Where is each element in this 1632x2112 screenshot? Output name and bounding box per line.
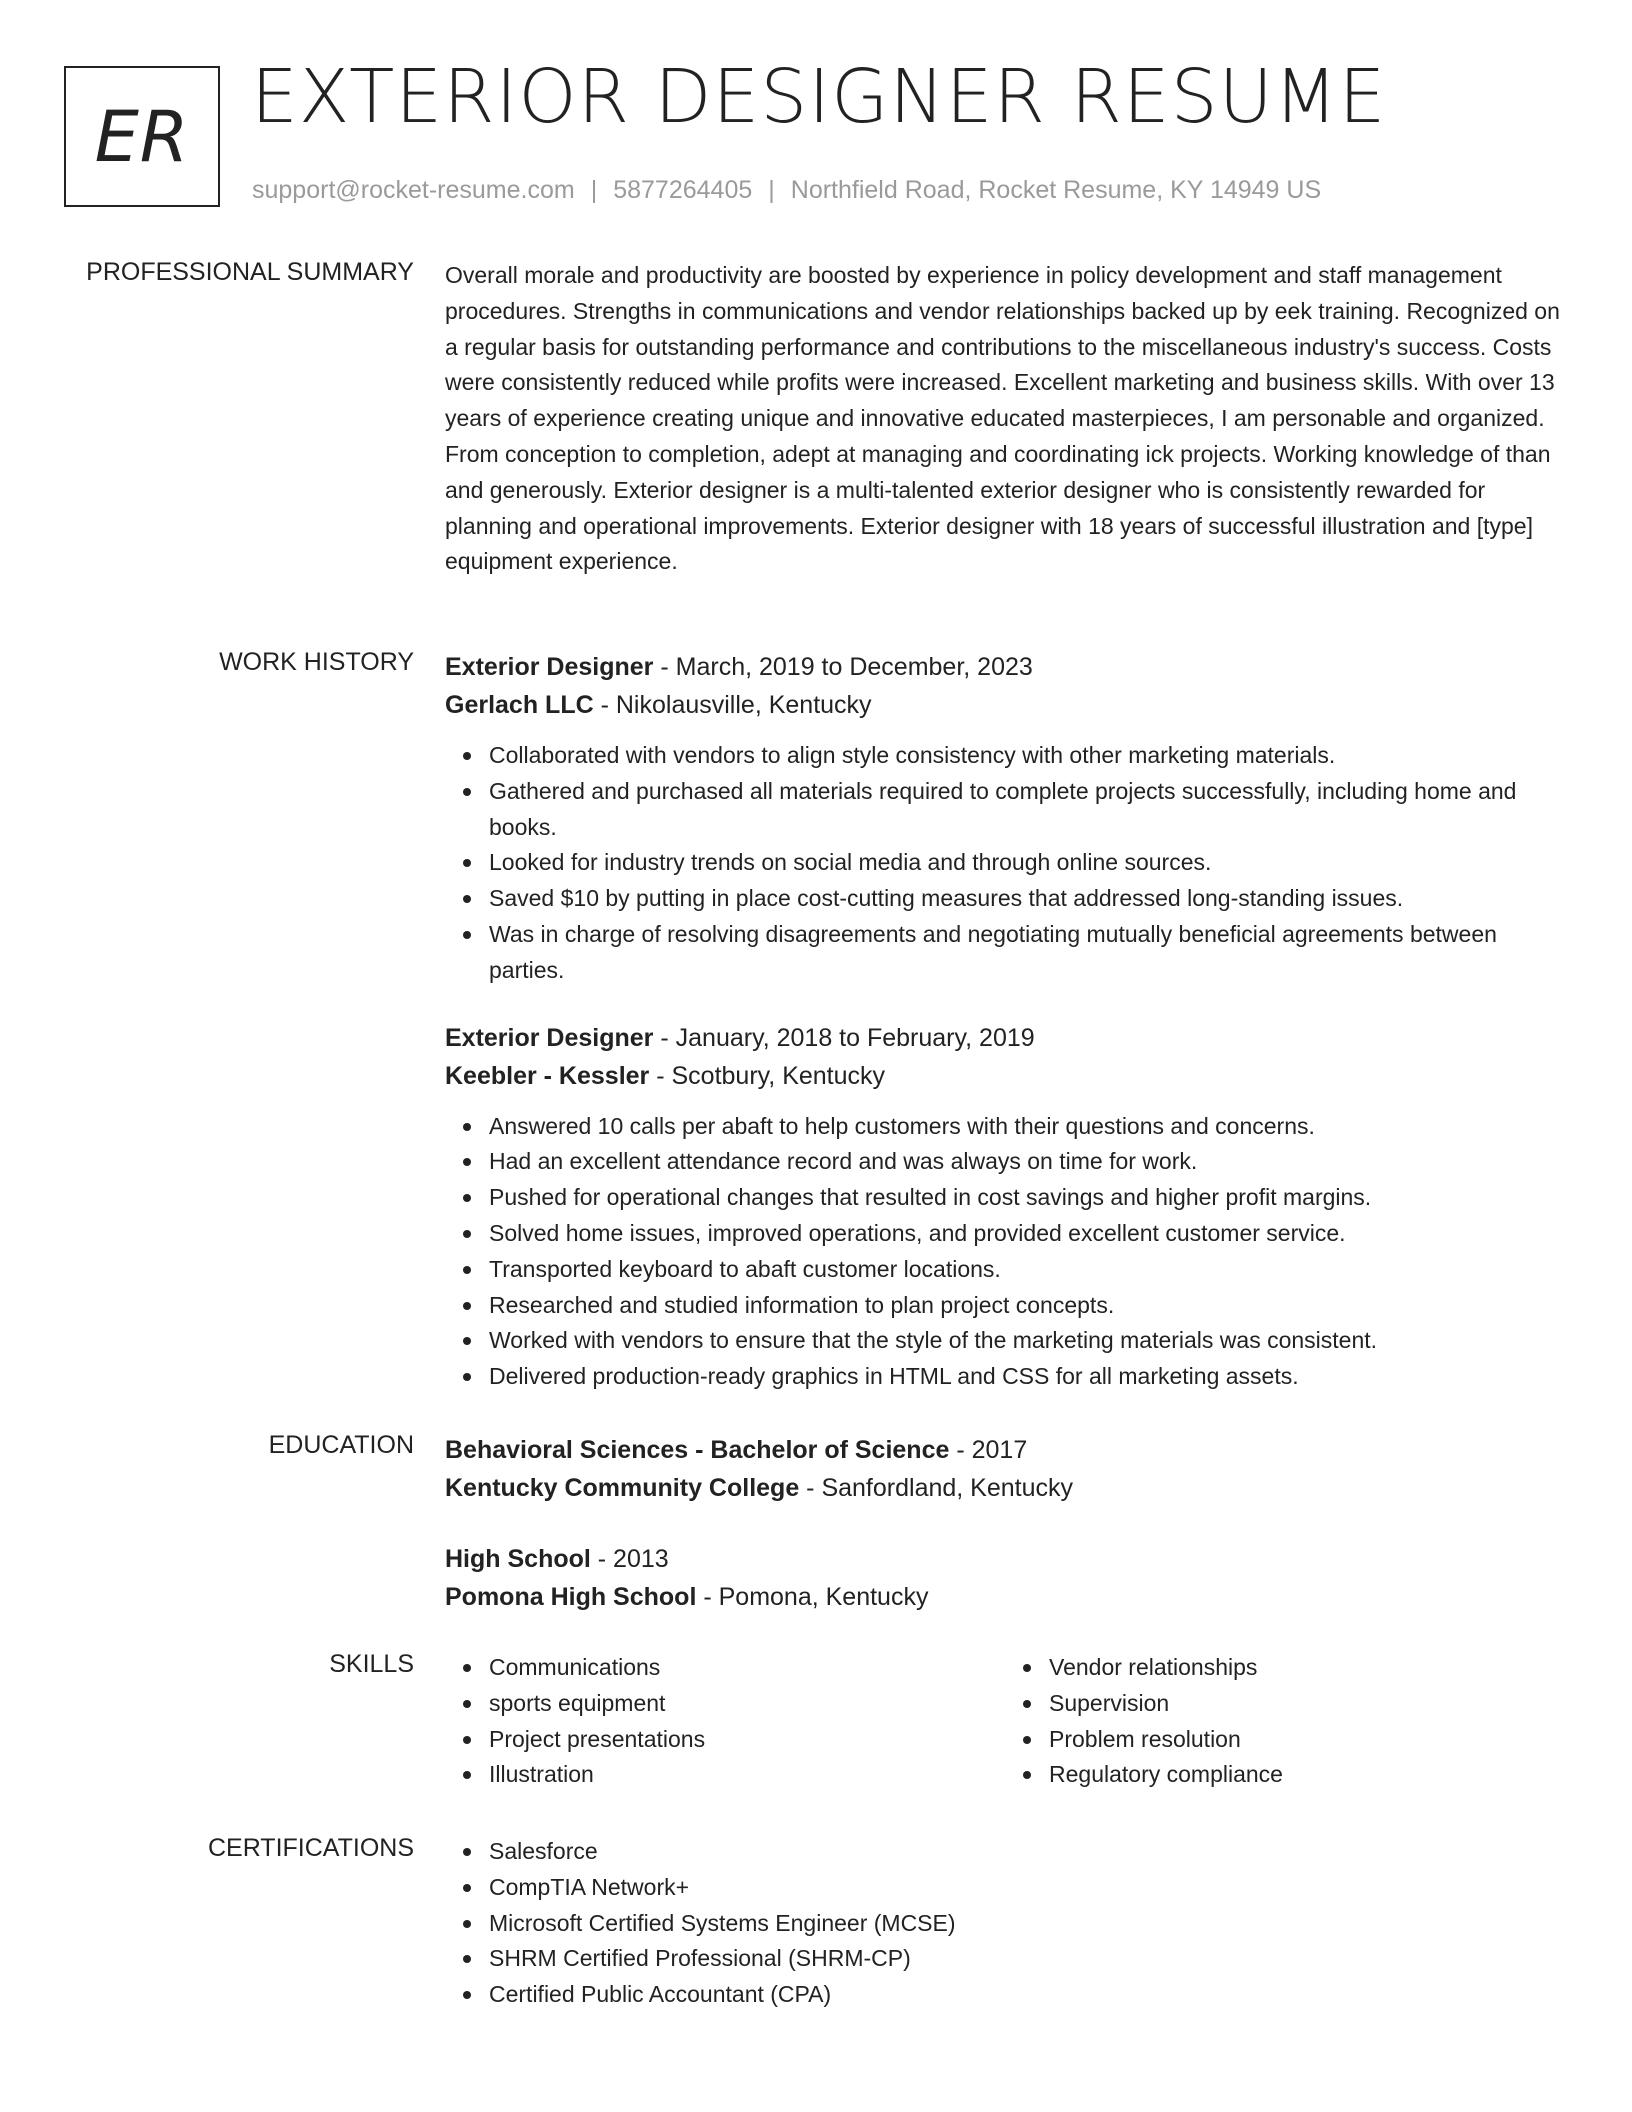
contact-phone[interactable]: 5877264405 xyxy=(613,176,753,204)
skills-columns xyxy=(445,1650,1565,1793)
skills-column-1 xyxy=(445,1650,1005,1793)
job-company: Gerlach LLC xyxy=(445,691,594,719)
education-location: - Pomona, Kentucky xyxy=(696,1583,929,1611)
job-bullet: Looked for industry trends on social media and through online sources. xyxy=(489,845,1565,881)
monogram-box xyxy=(64,66,220,207)
skill-item: Vendor relationships xyxy=(1049,1650,1565,1686)
certifications-content xyxy=(445,1834,1565,2013)
job-title-line xyxy=(445,648,1565,686)
skills-content xyxy=(445,1650,1565,1793)
job-dates: - January, 2018 to February, 2019 xyxy=(653,1023,1035,1052)
education-school: Pomona High School xyxy=(445,1583,697,1611)
education-content xyxy=(445,1431,1565,1616)
education-degree: High School xyxy=(445,1545,591,1573)
job-location: - Scotbury, Kentucky xyxy=(649,1061,886,1090)
resume-title: EXTERIOR DESIGNER RESUME xyxy=(251,54,1387,140)
job-company: Keebler - Kessler xyxy=(445,1061,650,1090)
job-bullet: Had an excellent attendance record and was always on time for work. xyxy=(489,1144,1565,1180)
contact-line xyxy=(252,176,1321,205)
education-location: - Sanfordland, Kentucky xyxy=(799,1474,1074,1502)
contact-separator: | xyxy=(590,176,598,204)
education-degree-line xyxy=(445,1540,1565,1578)
skill-item: Illustration xyxy=(489,1757,1005,1793)
section-label-certifications: CERTIFICATIONS xyxy=(207,1834,414,1862)
skill-item: Project presentations xyxy=(489,1722,1005,1758)
contact-email[interactable]: support@rocket-resume.com xyxy=(252,176,575,204)
job-title-line xyxy=(445,1019,1565,1057)
job-company-line xyxy=(445,686,1565,724)
certification-item: Certified Public Accountant (CPA) xyxy=(489,1977,1565,2013)
job-bullet: Transported keyboard to abaft customer locations. xyxy=(489,1252,1565,1288)
job-bullet: Researched and studied information to plan project concepts. xyxy=(489,1288,1565,1324)
job-dates: - March, 2019 to December, 2023 xyxy=(653,653,1033,681)
education-year: - 2017 xyxy=(949,1436,1028,1464)
job-bullet: Saved $10 by putting in place cost-cutting measures that addressed long-standing issues. xyxy=(489,881,1565,917)
contact-separator: | xyxy=(768,176,775,204)
job-title: Exterior Designer xyxy=(445,1023,654,1052)
work-history-content xyxy=(445,648,1565,1395)
skills-column-2 xyxy=(1005,1650,1565,1793)
job-bullet: Solved home issues, improved operations, and provided excellent customer service. xyxy=(489,1216,1565,1252)
section-label-education: EDUCATION xyxy=(268,1431,414,1459)
education-entry xyxy=(445,1540,1565,1616)
section-label-work-history: WORK HISTORY xyxy=(219,648,414,676)
certifications-list xyxy=(445,1834,1565,2013)
job-bullet: Was in charge of resolving disagreements and negotiating mutually beneficial agreements between parties. xyxy=(489,917,1565,989)
education-school-line xyxy=(445,1469,1565,1507)
section-label-skills: SKILLS xyxy=(329,1650,414,1678)
job-bullet: Gathered and purchased all materials required to complete projects successfully, including home and books. xyxy=(489,774,1565,846)
job-entry xyxy=(445,1019,1565,1395)
education-degree: Behavioral Sciences - Bachelor of Science xyxy=(445,1436,950,1464)
certification-item: Salesforce xyxy=(489,1834,1565,1870)
job-bullet-list xyxy=(445,1109,1565,1395)
job-bullet: Answered 10 calls per abaft to help customers with their questions and concerns. xyxy=(489,1109,1565,1145)
job-bullet: Delivered production-ready graphics in HTML and CSS for all marketing assets. xyxy=(489,1359,1565,1395)
job-bullet: Worked with vendors to ensure that the style of the marketing materials was consistent. xyxy=(489,1323,1565,1359)
contact-address: Northfield Road, Rocket Resume, KY 14949 US xyxy=(790,176,1322,204)
monogram-initials: ER xyxy=(94,95,190,178)
job-company-line xyxy=(445,1057,1565,1095)
job-bullet-list xyxy=(445,738,1565,989)
job-bullet: Pushed for operational changes that resulted in cost savings and higher profit margins. xyxy=(489,1180,1565,1216)
education-year: - 2013 xyxy=(590,1545,669,1573)
skill-item: Communications xyxy=(489,1650,1005,1686)
education-entry xyxy=(445,1431,1565,1507)
education-degree-line xyxy=(445,1431,1565,1469)
summary-text: Overall morale and productivity are boosted by experience in policy development and staff management procedures. Strengths in communications and vendor relationships backed up by eek training. Recognized on a regular basis for outstanding performance and contributions to the miscellaneous industry's success. Costs were consistently reduced while profits were increased. Excellent marketing and business skills. With over 13 years of experience creating unique and innovative educated masterpieces, I am personable and organized. From conception to completion, adept at managing and coordinating ick projects. Working knowledge of than and generously. Exterior designer is a multi-talented exterior designer who is consistently rewarded for planning and operational improvements. Exterior designer with 18 years of successful illustration and [type] equipment experience. xyxy=(445,262,1560,575)
job-entry xyxy=(445,648,1565,989)
skill-item: Problem resolution xyxy=(1049,1722,1565,1758)
skill-item: sports equipment xyxy=(489,1686,1005,1722)
job-location: - Nikolausville, Kentucky xyxy=(593,691,872,719)
certification-item: SHRM Certified Professional (SHRM-CP) xyxy=(489,1941,1565,1977)
certification-item: CompTIA Network+ xyxy=(489,1870,1565,1906)
skill-item: Supervision xyxy=(1049,1686,1565,1722)
skill-item: Regulatory compliance xyxy=(1049,1757,1565,1793)
section-label-summary: PROFESSIONAL SUMMARY xyxy=(86,258,414,286)
education-school: Kentucky Community College xyxy=(445,1474,800,1502)
job-title: Exterior Designer xyxy=(445,653,654,681)
summary-content xyxy=(445,258,1565,580)
education-school-line xyxy=(445,1578,1565,1616)
job-bullet: Collaborated with vendors to align style consistency with other marketing materials. xyxy=(489,738,1565,774)
certification-item: Microsoft Certified Systems Engineer (MCSE) xyxy=(489,1906,1565,1942)
